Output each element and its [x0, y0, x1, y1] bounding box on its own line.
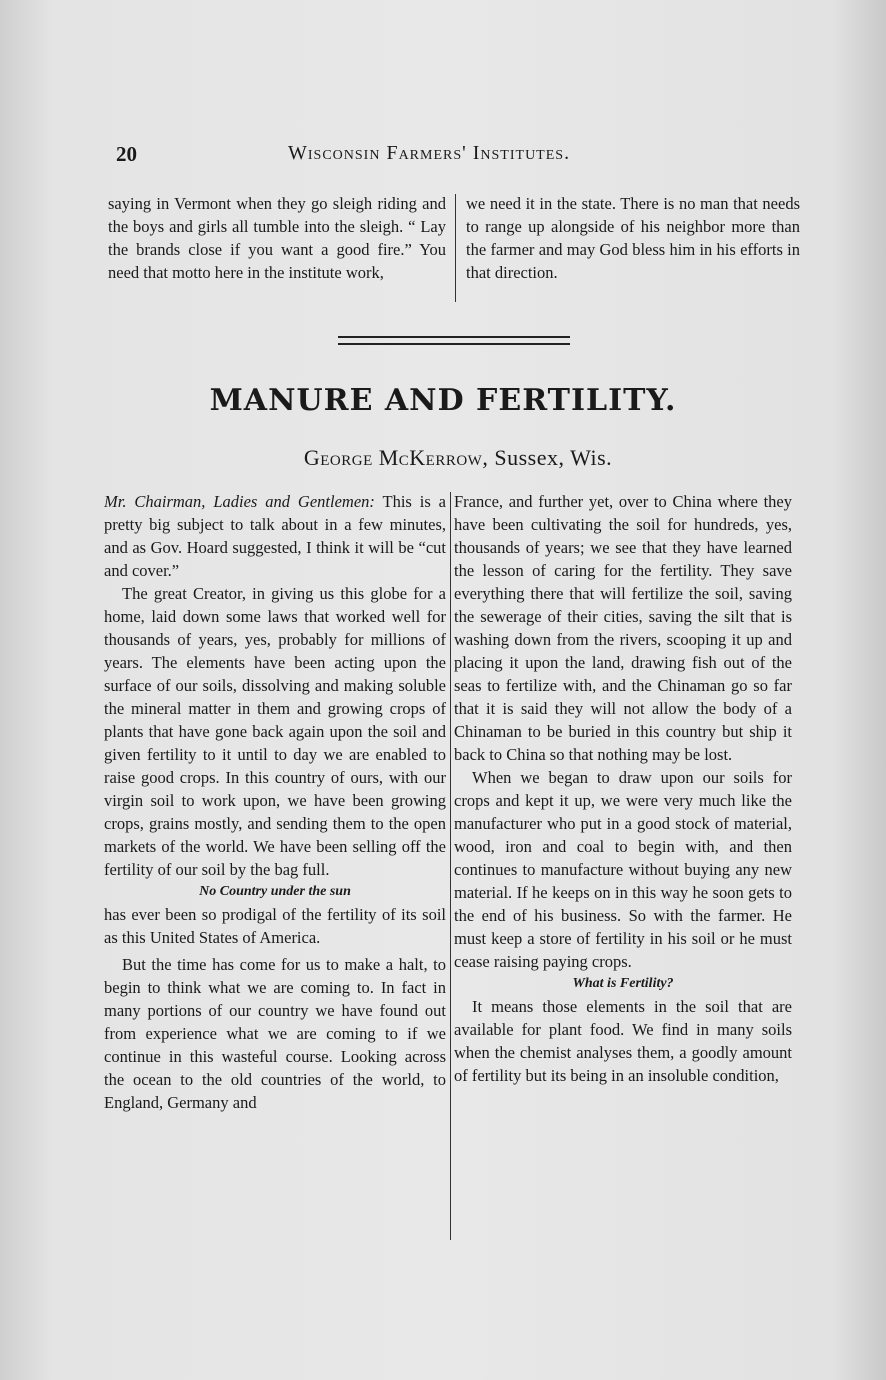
paragraph-4-continued: France, and further yet, over to China where they have been cultivating the soil for hundreds, yes, thousands of years; we see that they have learned the lesson of caring for the fertility. They save everything there that will fertilize the soil, saving the sewerage of their cities, saving the silt that is washing down from the rivers, scooping it up and placing it upon the land, drawing fish out of the seas to fertilize with, and the Chinaman go so far that it is said they will not allow the body of a Chinaman to be buried in this country but ship it back to China so that nothing may be lost.: [454, 492, 792, 764]
body-column-divider: [450, 492, 451, 1240]
top-column-divider: [455, 194, 456, 302]
continuation-right-text: we need it in the state. There is no man that needs to range up alongside of his neighbor more than the farmer and may God bless him in his efforts in that direction.: [466, 194, 800, 282]
running-head: [116, 142, 806, 170]
paragraph-5: When we began to draw upon our soils for crops and kept it up, we were very much like the manufacturer who put in a good stock of material, wood, iron and coal to begin with, and then continues to manufacture without buying any new material. If he keeps on in this way he soon gets to the end of his business. So with the farmer. He must keep a store of fertility in his soil or he must cease raising paying crops.: [454, 768, 792, 971]
top-right-column: [466, 192, 800, 284]
paragraph-1: [104, 490, 446, 582]
subhead-what-is-fertility: What is Fertility?: [572, 976, 674, 991]
body-right-column: [454, 490, 792, 1087]
running-title: Wisconsin Farmers' Institutes.: [288, 142, 571, 164]
byline: [0, 445, 886, 471]
subhead-no-country: No Country under the sun: [199, 884, 351, 899]
author-place: Sussex, Wis.: [488, 445, 613, 470]
continuation-left-text: saying in Vermont when they go sleigh riding and the boys and girls all tumble into the sleigh. “ Lay the brands close if you want a good fire.” You need that motto here in the institute work,: [108, 194, 446, 282]
article-title: MANURE AND FERTILITY.: [209, 383, 677, 418]
paragraph-4: But the time has come for us to make a halt, to begin to think what we are coming to. In fact in many portions of our country we have found out from experience what we are coming to if we continue in this wasteful course. Looking across the ocean to the old countries of the world, to England, Germany and: [104, 955, 446, 1112]
paragraph-2: The great Creator, in giving us this globe for a home, laid down some laws that worked well for thousands of years, yes, probably for millions of years. The elements have been acting upon the surface of our soils, dissolving and making soluble the mineral matter in them and growing crops of plants that have gone back again upon the soil and given fertility to it until to day we are enabled to raise good crops. In this country of ours, with our virgin soil to work upon, we have been growing crops, grains mostly, and sending them to the open markets of the world. We have been selling off the fertility of our soil by the bag full.: [104, 584, 446, 879]
paragraph-1-text: This is a pretty big subject to talk about in a few minutes, and as Gov. Hoard suggested, I think it will be “cut and cover.”: [104, 492, 446, 580]
author-name: George McKerrow,: [303, 445, 489, 470]
salutation: Mr. Chairman, Ladies and Gentlemen:: [104, 492, 375, 511]
paragraph-3: has ever been so prodigal of the fertility of its soil as this United States of America.: [104, 905, 446, 947]
page-number: 20: [116, 142, 137, 166]
section-double-rule: [338, 336, 570, 345]
top-left-column: [108, 192, 446, 284]
body-left-column: [104, 490, 446, 1114]
paragraph-6: It means those elements in the soil that are available for plant food. We find in many soils when the chemist analyses them, a goodly amount of fertility but its being in an insoluble condition,: [454, 997, 792, 1085]
